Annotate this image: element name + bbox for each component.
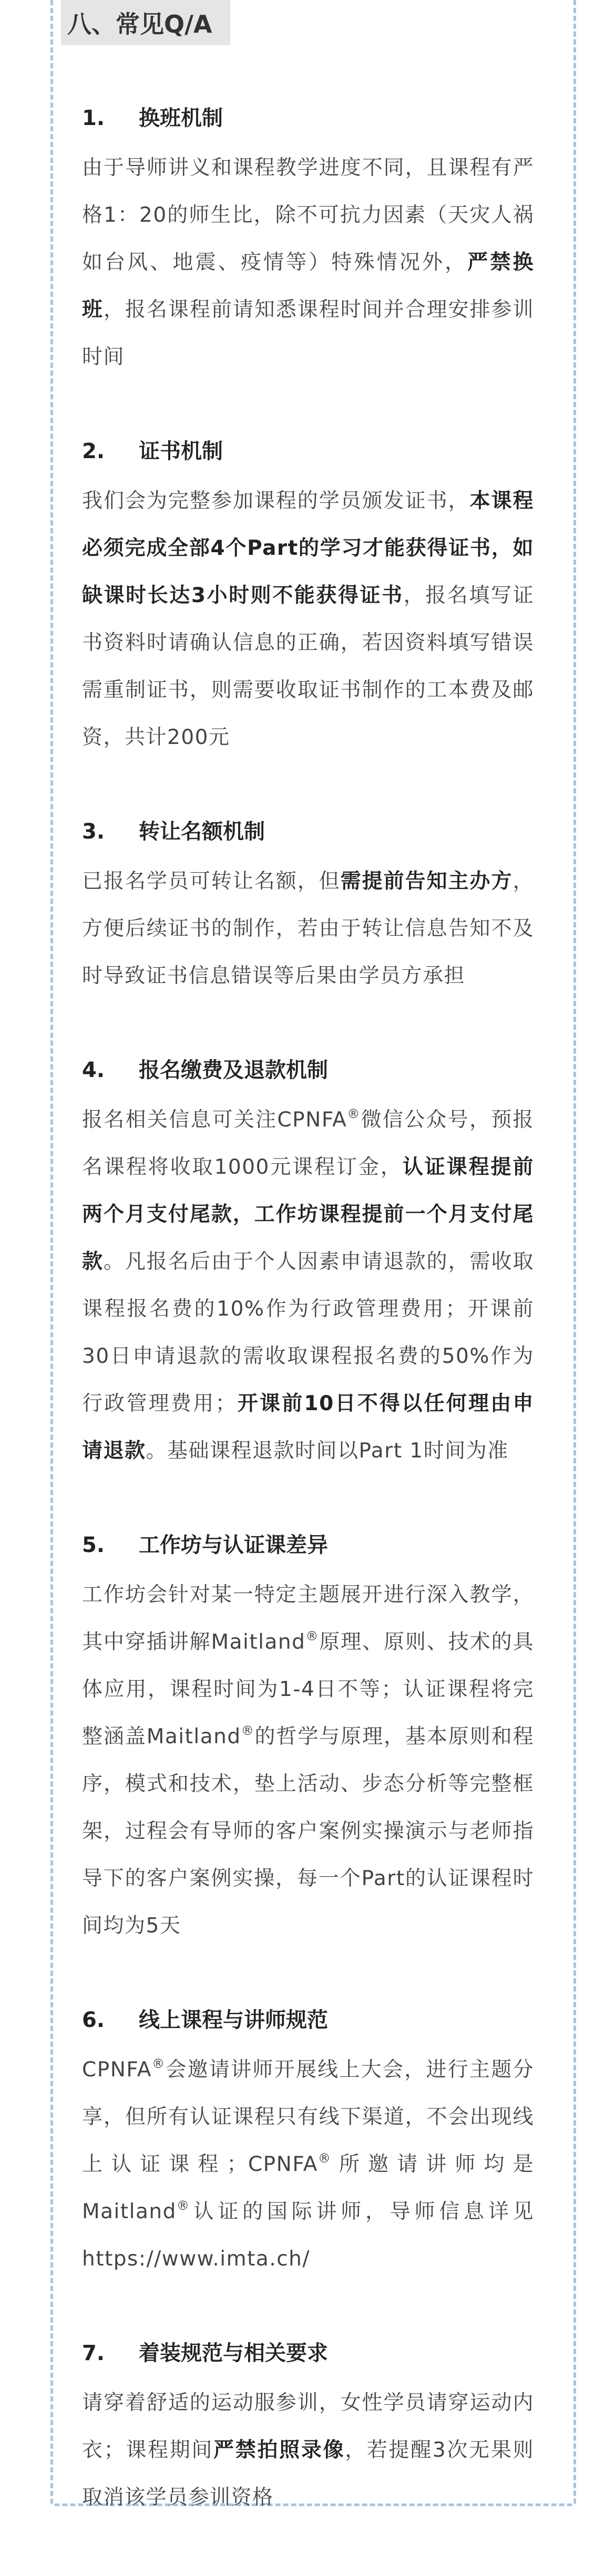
qa-section-body [82, 2046, 534, 2283]
qa-section-heading-text: 转让名额机制 [139, 820, 265, 844]
body-text: 由于导师讲义和课程教学进度不同，且课程有严格1：20的师生比，除不可抗力因素（天灾人祸如台风、地震、疫情等）特殊情况外， [82, 156, 534, 274]
qa-section-heading-text: 报名缴费及退款机制 [139, 1058, 328, 1082]
body-text: 请穿着舒适的运动服参训，女性学员请穿运动内衣；课程期间 [82, 2391, 534, 2462]
body-text: 原理、原则、技术的具体应用，课程时间为1-4日不等；认证课程将完整涵盖Maitland [82, 1630, 534, 1749]
qa-section-title [82, 2337, 534, 2369]
emphasis-text: 认证课程提前两个月支付尾款，工作坊课程提前一个月支付尾款 [82, 1155, 534, 1274]
body-text: 微信公众号，预报名课程将收取1000元课程订金， [82, 1108, 534, 1179]
qa-list [82, 102, 534, 2576]
qa-section-body [82, 1096, 534, 1475]
body-text: ，报名课程前请知悉课程时间并合理安排参训时间 [82, 298, 534, 369]
body-text: 报名相关信息可关注CPNFA [82, 1108, 347, 1132]
qa-section-5 [82, 1529, 534, 1950]
qa-section-heading-text: 工作坊与认证课差异 [139, 1533, 328, 1557]
qa-section-title [82, 102, 534, 134]
registered-mark: ® [347, 1106, 361, 1121]
body-text: 工作坊会针对某一特定主题展开进行深入教学，其中穿插讲解Maitland [82, 1583, 534, 1654]
body-text: 。凡报名后由于个人因素申请退款的，需收取课程报名费的10%作为行政管理费用；开课前30日申请退款的需收取课程报名费的50%作为行政管理费用； [82, 1250, 534, 1415]
body-text: ，若提醒3次无果则取消该学员参训资格 [82, 2438, 534, 2509]
qa-section-number: 3. [82, 820, 105, 844]
qa-section-number: 5. [82, 1533, 105, 1557]
emphasis-text: 开课前10日不得以任何理由申请退款 [82, 1392, 534, 1463]
qa-section-body [82, 144, 534, 381]
qa-section-6 [82, 2004, 534, 2283]
qa-section-number: 2. [82, 439, 105, 463]
registered-mark: ® [151, 2056, 166, 2071]
body-text: 我们会为完整参加课程的学员颁发证书， [82, 489, 470, 513]
registered-mark: ® [305, 1629, 319, 1643]
qa-section-1 [82, 102, 534, 381]
qa-section-body [82, 858, 534, 1000]
body-text: CPNFA [82, 2058, 152, 2082]
qa-section-number: 4. [82, 1058, 105, 1082]
qa-section-number: 6. [82, 2008, 105, 2032]
emphasis-text: 本课程必须完成全部4个Part的学习才能获得证书，如缺课时长达3小时则不能获得证书 [82, 489, 534, 607]
qa-section-title [82, 2004, 534, 2036]
registered-mark: ® [241, 1723, 255, 1738]
qa-section-7 [82, 2337, 534, 2521]
qa-section-number: 1. [82, 106, 105, 130]
body-text: 的哲学与原理，基本原则和程序，模式和技术，垫上活动、步态分析等完整框架，过程会有导师的客户案例实操演示与老师指导下的客户案例实操，每一个Part的认证课程时间均为5天 [82, 1725, 534, 1938]
qa-section-number: 7. [82, 2341, 105, 2365]
qa-section-title [82, 436, 534, 467]
body-text: ，报名填写证书资料时请确认信息的正确，若因资料填写错误需重制证书，则需要收取证书制作的工本费及邮资，共计200元 [82, 584, 534, 749]
qa-section-heading-text: 证书机制 [139, 439, 223, 463]
body-text: 。基础课程退款时间以Part 1时间为准 [146, 1439, 509, 1463]
body-text: 所邀请讲师均是Maitland [82, 2153, 534, 2223]
emphasis-text: 需提前告知主办方 [340, 870, 513, 893]
qa-section-body [82, 2380, 534, 2521]
qa-section-2 [82, 436, 534, 761]
body-text: 已报名学员可转让名额，但 [82, 870, 341, 893]
body-text: 认证的国际讲师，导师信息详见https://www.imta.ch/ [82, 2200, 534, 2271]
qa-section-title [82, 1529, 534, 1561]
body-text: 会邀请讲师开展线上大会，进行主题分享，但所有认证课程只有线下渠道，不会出现线上认证课程；CPNFA [82, 2058, 534, 2176]
qa-section-title [82, 1054, 534, 1086]
qa-section-body [82, 1571, 534, 1950]
section-heading: 八、常见Q/A [61, 0, 230, 45]
qa-section-3 [82, 816, 534, 1000]
registered-mark: ® [176, 2198, 190, 2213]
emphasis-text: 严禁拍照录像 [213, 2438, 345, 2462]
body-text: ，方便后续证书的制作，若由于转让信息告知不及时导致证书信息错误等后果由学员方承担 [82, 870, 534, 988]
qa-section-4 [82, 1054, 534, 1475]
qa-section-body [82, 478, 534, 761]
qa-section-title [82, 816, 534, 847]
registered-mark: ® [317, 2151, 332, 2166]
qa-section-heading-text: 着装规范与相关要求 [139, 2341, 328, 2365]
emphasis-text: 严禁换班 [82, 251, 534, 322]
qa-section-heading-text: 线上课程与讲师规范 [139, 2008, 328, 2032]
qa-section-heading-text: 换班机制 [139, 106, 223, 130]
